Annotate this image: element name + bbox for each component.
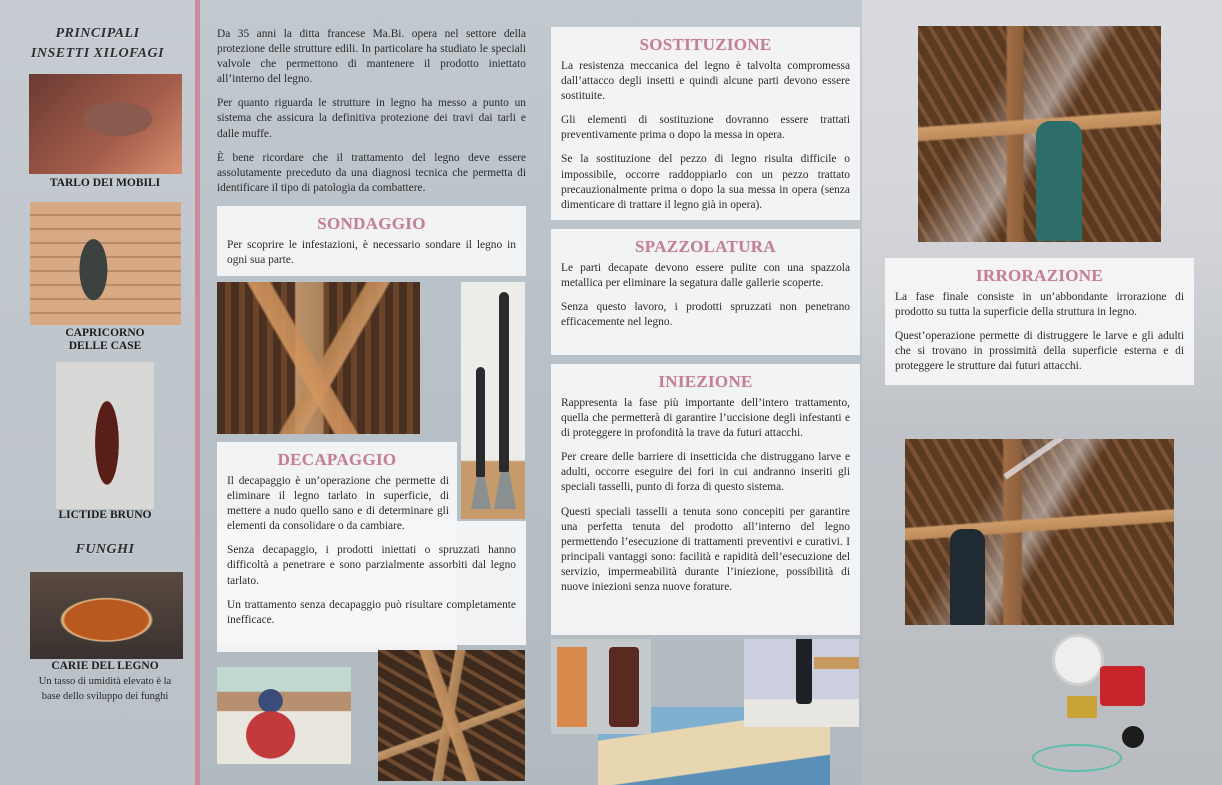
plug-whole — [609, 647, 639, 727]
hammer-handle — [814, 657, 859, 669]
cart-wheel — [1122, 726, 1144, 748]
insect-caption-3: LICTIDE BRUNO — [58, 509, 152, 521]
fungi-caption: CARIE DEL LEGNO — [51, 660, 159, 672]
wood-rot-fungus-photo — [30, 572, 183, 659]
iniezione-paragraph: Questi speciali tasselli a tenuta sono concepiti per garantire una perfetta tenuta del prodotto all’interno del legno permettendo l’esecuzione di trattamenti preventivi e curativi. I principali vantaggi sono: facilità e rapidità dell’esecuzione del servizio, impermeabilità durante l’iniezione, possibilità di nuove iniezioni senza nuove forature. — [561, 505, 850, 594]
long-chisel-handle — [499, 292, 509, 472]
hose-coil — [1032, 744, 1122, 772]
decapaggio-paragraph: Il decapaggio è un’operazione che permette di eliminare il legno tarlato in superficie, di mettere a nudo quello sano e di determinare gli elementi da consolidare o da cambiare. — [227, 475, 449, 533]
furniture-beetle-photo — [29, 74, 182, 174]
stripping-worker-photo — [217, 667, 351, 764]
insects-heading-line2: INSETTI XILOFAGI — [30, 46, 165, 61]
house-longhorn-beetle-photo — [30, 202, 181, 325]
intro-paragraph: Da 35 anni la ditta francese Ma.Bi. opera nel settore della protezione delle strutture edili. In particolare ha studiato le speciali valvole che permettono di mantenere il prodotto iniettato all’interno del legno. — [217, 28, 526, 86]
intro-text — [217, 27, 526, 196]
worker-figure — [950, 529, 985, 625]
insect-caption-1: TARLO DEI MOBILI — [49, 177, 161, 189]
sostituzione-paragraph: Se la sostituzione del pezzo di legno risulta difficile o impossibile, occorre raddoppiarlo con un pezzo trattato precauzionalmente prima o dopo la sua messa in opera (senza dimenticare di trattare il legno già in opera). — [561, 153, 850, 211]
iniezione-title: INIEZIONE — [658, 372, 753, 391]
roof-spraying-photo — [905, 439, 1174, 625]
irrorazione-title: IRRORAZIONE — [975, 266, 1104, 285]
probing-worker-photo — [217, 282, 420, 434]
insects-heading-line1: PRINCIPALI — [55, 26, 140, 41]
plug-hammer-photo — [744, 639, 859, 727]
sostituzione-card — [551, 27, 860, 220]
sondaggio-title: SONDAGGIO — [317, 214, 426, 233]
sprayer-pump-photo — [1022, 626, 1176, 785]
irrorazione-paragraph: Quest’operazione permette di distruggere le larve e gli adulti che si trovano in prossimità della superficie esterna e di proteggere le strutture dai futuri attacchi. — [895, 330, 1184, 373]
irrorazione-card — [885, 258, 1194, 385]
sondaggio-card — [217, 206, 526, 276]
insect-caption-2 — [0, 327, 210, 353]
spazzolatura-paragraph: Senza questo lavoro, i prodotti spruzzati non penetrano efficacemente nel legno. — [561, 301, 850, 329]
insects-heading — [0, 24, 195, 64]
spazzolatura-card — [551, 229, 860, 355]
insect-caption-2-line2: DELLE CASE — [68, 340, 142, 352]
iniezione-paragraph: Per creare delle barriere di insetticida che distruggano larve e adulti, occorre eseguire dei fori in cui andranno inseriti gli speciali tasselli, punto di forza di questo sistema. — [561, 451, 850, 494]
hose-reel — [1052, 634, 1104, 686]
fungi-note — [0, 674, 210, 704]
fungi-note-line2: base dello sviluppo dei funghi — [41, 691, 169, 702]
decapaggio-paragraph: Un trattamento senza decapaggio può risultare completamente inefficace. — [227, 598, 516, 626]
injection-plugs-photo — [551, 639, 651, 734]
sostituzione-paragraph: La resistenza meccanica del legno è talvolta compromessa dall’attacco degli insetti e quindi alcune parti devono essere sostituite. — [561, 60, 850, 103]
spray-jet — [1003, 439, 1105, 479]
sondaggio-paragraph: Per scoprire le infestazioni, è necessario sondare il legno in ogni sua parte. — [227, 239, 516, 267]
worker-suit — [1036, 121, 1082, 241]
iniezione-card — [551, 364, 860, 635]
fungi-note-line1: Un tasso di umidità elevato è la — [38, 676, 172, 687]
decapaggio-title: DECAPAGGIO — [277, 450, 397, 469]
plug-cross-section — [557, 647, 587, 727]
pump-body — [1067, 696, 1097, 718]
insect-caption-2-line1: CAPRICORNO — [65, 327, 145, 339]
iniezione-paragraph: Rappresenta la fase più importante dell’intero trattamento, quella che permetterà di garantire l’uccisione degli infestanti e di proteggere in profondità la trave da futuri attacchi. — [561, 397, 850, 440]
sostituzione-title: SOSTITUZIONE — [639, 35, 772, 54]
spazzolatura-paragraph: Le parti decapate devono essere pulite con una spazzola metallica per eliminare la segatura dalle gallerie scoperte. — [561, 262, 850, 290]
spazzolatura-title: SPAZZOLATURA — [635, 237, 776, 256]
decapaggio-paragraph: Senza decapaggio, i prodotti iniettati o spruzzati hanno difficoltà a penetrare e sono parzialmente assorbiti dal legno tarlato. — [227, 544, 516, 587]
roof-beams-photo — [378, 650, 525, 781]
spraying-worker-photo — [918, 26, 1161, 242]
powderpost-beetle-photo — [56, 362, 154, 509]
intro-paragraph: Per quanto riguarda le strutture in legno ha messo a punto un sistema che assicura la definitiva protezione dei travi dai tarli e dalle muffe. — [217, 97, 526, 140]
irrorazione-paragraph: La fase finale consiste in un’abbondante irrorazione di prodotto su tutta la superficie della struttura in legno. — [895, 291, 1184, 319]
intro-paragraph: È bene ricordare che il trattamento del legno deve essere assolutamente preceduto da una diagnosi tecnica che permetta di identificare il tipo di patologia da combattere. — [217, 151, 526, 194]
hammer-head — [796, 639, 812, 704]
pump-motor — [1100, 666, 1145, 706]
decapaggio-content — [227, 450, 516, 628]
sostituzione-paragraph: Gli elementi di sostituzione dovranno essere trattati preventivamente prima o dopo la messa in opera. — [561, 114, 850, 142]
fungi-heading: FUNGHI — [75, 542, 135, 557]
